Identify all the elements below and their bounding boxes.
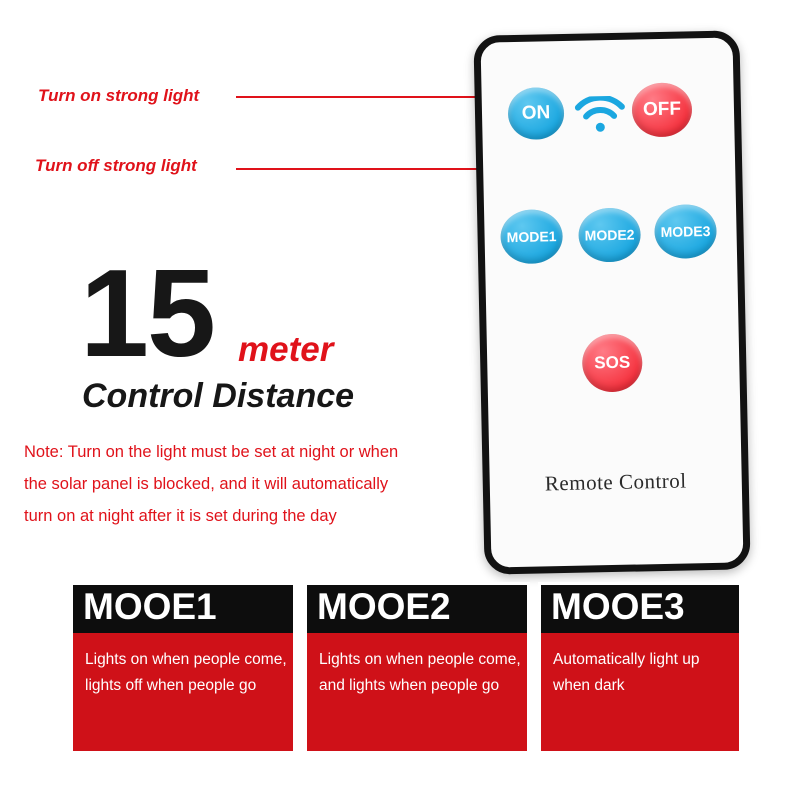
mode-card-2-line-1: Lights on when people come, [319, 650, 521, 668]
mode-card-3-line-2: when dark [553, 676, 625, 694]
remote-button-mode3[interactable]: MODE3 [654, 204, 717, 259]
mode-card-1-line-2: lights off when people go [85, 676, 257, 694]
mode-card-1 [70, 582, 296, 754]
mode-card-3-body [541, 633, 739, 699]
wifi-signal-icon [574, 96, 627, 133]
mode-card-1-line-1: Lights on when people come, [85, 650, 287, 668]
mode-cards [70, 582, 742, 754]
mode-card-3-line-1: Automatically light up [553, 650, 700, 668]
note-text [24, 436, 479, 532]
note-line-2: the solar panel is blocked, and it will automatically [24, 475, 389, 493]
note-line-3: turn on at night after it is set during the day [24, 507, 337, 525]
mode-card-1-body [73, 633, 293, 699]
mode-card-1-title: MOOE1 [73, 585, 293, 633]
distance-unit: meter [238, 330, 334, 369]
mode-card-2 [304, 582, 530, 754]
distance-caption: Control Distance [82, 377, 355, 415]
remote-button-mode1[interactable]: MODE1 [500, 209, 563, 264]
note-line-1: Note: Turn on the light must be set at night or when [24, 443, 399, 461]
mode-card-3 [538, 582, 742, 754]
remote-control-device [473, 30, 750, 574]
callout-turn-on-strong-light: Turn on strong light [38, 86, 200, 105]
mode-card-2-line-2: and lights when people go [319, 676, 500, 694]
mode-card-2-body [307, 633, 527, 699]
remote-control-label: Remote Control [544, 468, 687, 496]
distance-number: 15 [80, 245, 214, 383]
mode-card-2-title: MOOE2 [307, 585, 527, 633]
remote-button-off[interactable]: OFF [631, 82, 692, 137]
remote-button-sos[interactable]: SOS [582, 333, 643, 392]
remote-button-on[interactable]: ON [507, 87, 564, 140]
remote-button-mode2[interactable]: MODE2 [578, 207, 641, 262]
callout-turn-off-strong-light: Turn off strong light [35, 156, 197, 175]
mode-card-3-title: MOOE3 [541, 585, 739, 633]
